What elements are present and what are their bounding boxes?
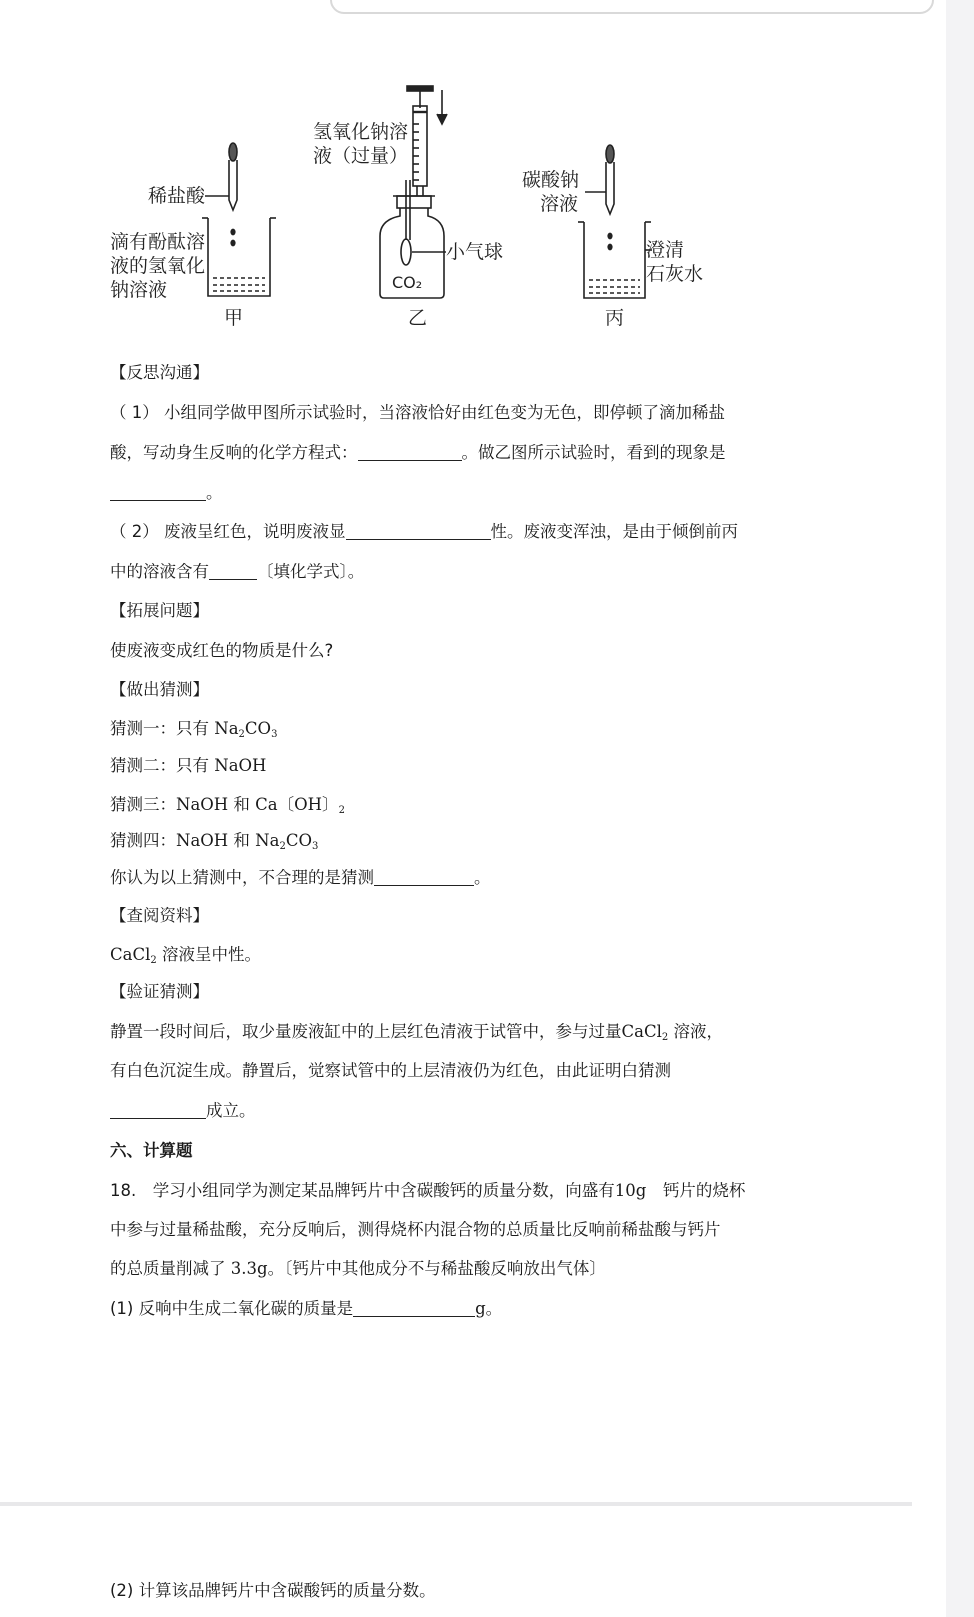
q2-line-a: （ 2） 废液呈红色，说明废液显 性。废液变浑浊，是由于倾倒前丙	[110, 522, 738, 541]
q18-part-2: (2) 计算该品牌钙片中含碳酸钙的质量分数。	[110, 1581, 436, 1600]
reference-text: CaCl$_2$ 溶液呈中性。	[110, 945, 261, 966]
jia-caption: 甲	[224, 307, 244, 329]
yi-reagent-label-1: 氢氧化钠溶	[313, 121, 409, 143]
q1-line-a: （ 1） 小组同学做甲图所示试验时，当溶液恰好由红色变为无色，即停顿了滴加稀盐	[110, 403, 725, 422]
jia-beaker	[208, 218, 270, 296]
bing-reagent-label-2: 溶液	[540, 193, 579, 215]
heading-verification: 【验证猜测】	[110, 982, 209, 1001]
q1-phenomenon-blank[interactable]	[110, 482, 206, 501]
right-scroll-strip[interactable]	[946, 0, 974, 1617]
q18-co2-mass-blank[interactable]	[353, 1298, 475, 1317]
experiment-figure	[100, 80, 740, 348]
top-frame	[330, 0, 934, 14]
yi-stopper	[397, 196, 431, 208]
q18-line-c: 的总质量削减了 3.3g。〔钙片中其他成分不与稀盐酸反响放出气体〕	[110, 1259, 606, 1278]
q2-property-blank[interactable]	[346, 521, 491, 540]
q18-part-1: (1) 反响中生成二氧化碳的质量是 g。	[110, 1299, 503, 1318]
verify-line-b: 有白色沉淀生成。静置后，觉察试管中的上层清液仍为红色，由此证明白猜测	[110, 1061, 671, 1080]
q18-line-b: 中参与过量稀盐酸，充分反响后，测得烧杯内混合物的总质量比反响前稀盐酸与钙片	[110, 1220, 721, 1239]
jia-dropper-bulb	[229, 143, 237, 161]
yi-gas-label: CO₂	[392, 273, 423, 292]
heading-hypothesis: 【做出猜测】	[110, 680, 209, 699]
bing-dropper-tube	[606, 162, 614, 214]
bing-reagent-label-1: 碳酸钠	[522, 169, 580, 191]
q18-line-a: 18. 学习小组同学为测定某品牌钙片中含碳酸钙的质量分数，向盛有10g 钙片的烧杯	[110, 1181, 746, 1200]
extension-question: 使废液变成红色的物质是什么?	[110, 641, 334, 660]
section-6-heading: 六、计算题	[110, 1141, 193, 1160]
jia-contents-label-2: 液的氢氧化	[110, 255, 206, 277]
q1-equation-blank[interactable]	[358, 442, 462, 461]
unreasonable-line: 你认为以上猜测中，不合理的是猜测 。	[110, 868, 491, 887]
q1-line-b: 酸，写动身生反响的化学方程式： 。做乙图所示试验时，看到的现象是	[110, 443, 726, 462]
heading-reference: 【查阅资料】	[110, 906, 209, 925]
q1-line-c: 。	[110, 482, 223, 504]
yi-reagent-label-2: 液（过量）	[313, 145, 409, 167]
yi-balloon	[401, 239, 411, 265]
yi-balloon-label: 小气球	[446, 241, 504, 263]
jia-contents-label-3: 钠溶液	[110, 279, 168, 301]
guess-3: 猜测三：NaOH 和 Ca〔OH〕$_2$	[110, 795, 345, 816]
bing-beaker	[584, 222, 645, 298]
verify-line-a: 静置一段时间后，取少量废液缸中的上层红色清液于试管中，参与过量CaCl$_2$ 溶液，	[110, 1022, 723, 1043]
yi-caption: 乙	[408, 307, 428, 329]
jia-reagent-label: 稀盐酸	[148, 185, 206, 207]
q2-line-b: 中的溶液含有 〔填化学式〕。	[110, 562, 365, 581]
heading-extension: 【拓展问题】	[110, 601, 209, 620]
yi-syringe-barrel	[413, 106, 427, 186]
bing-contents-label-2: 石灰水	[646, 263, 704, 285]
verify-line-c: 成立。	[110, 1100, 256, 1122]
heading-reflection: 【反思沟通】	[110, 363, 209, 382]
yi-syringe-handle	[407, 86, 433, 91]
bing-dropper-bulb	[606, 145, 614, 163]
page-separator	[0, 1502, 912, 1506]
verify-guess-blank[interactable]	[110, 1100, 206, 1119]
guess-4: 猜测四：NaOH 和 $Na_2CO_3$	[110, 831, 319, 852]
unreasonable-guess-blank[interactable]	[374, 867, 474, 886]
guess-1: 猜测一：只有 $Na_2CO_3$	[110, 719, 278, 740]
bing-contents-label-1: 澄清	[646, 239, 685, 261]
apparatus-diagram	[100, 80, 740, 348]
jia-dropper-tube	[229, 160, 237, 210]
jia-contents-label-1: 滴有酚酞溶	[110, 231, 206, 253]
q2-formula-blank[interactable]	[209, 561, 257, 580]
bing-caption: 丙	[605, 307, 625, 329]
guess-2: 猜测二：只有 NaOH	[110, 756, 267, 775]
